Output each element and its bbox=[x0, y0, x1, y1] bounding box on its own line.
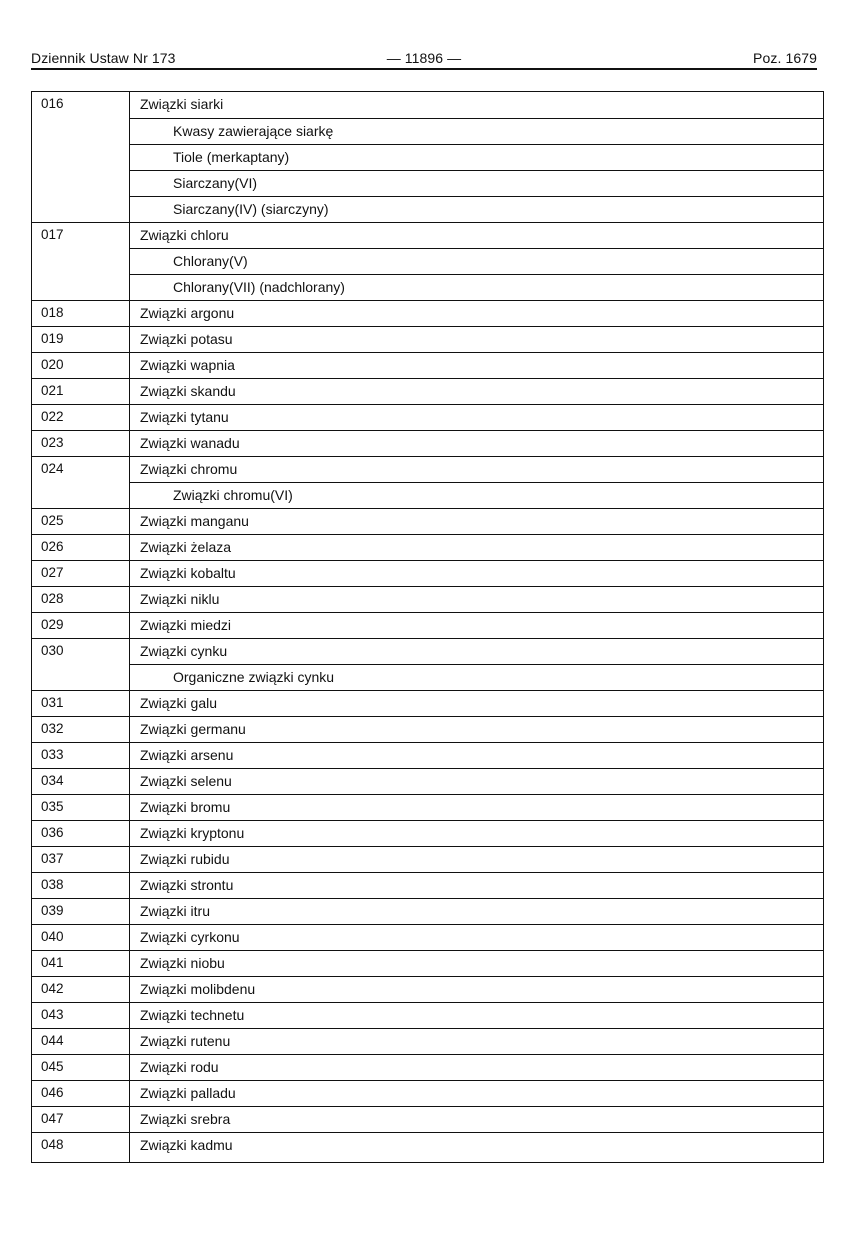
group-code: 039 bbox=[41, 903, 64, 918]
group-name: Związki rodu bbox=[140, 1059, 219, 1075]
group-code: 042 bbox=[41, 981, 64, 996]
group-code: 019 bbox=[41, 331, 64, 346]
table-row bbox=[32, 326, 823, 353]
group-code: 022 bbox=[41, 409, 64, 424]
group-code: 029 bbox=[41, 617, 64, 632]
position-number: Poz. 1679 bbox=[753, 50, 817, 66]
group-name: Związki srebra bbox=[140, 1111, 231, 1127]
group-code: 047 bbox=[41, 1111, 64, 1126]
table-row bbox=[32, 404, 823, 431]
table-row bbox=[32, 430, 823, 457]
compounds-table bbox=[31, 91, 824, 1163]
table-row bbox=[32, 794, 823, 821]
table-row bbox=[32, 1028, 823, 1055]
group-name: Związki arsenu bbox=[140, 747, 234, 763]
table-subrow bbox=[129, 274, 823, 301]
page-header bbox=[31, 50, 817, 70]
table-row bbox=[32, 1106, 823, 1133]
group-code: 035 bbox=[41, 799, 64, 814]
group-name: Związki kryptonu bbox=[140, 825, 245, 841]
group-code: 020 bbox=[41, 357, 64, 372]
group-name: Związki niklu bbox=[140, 591, 220, 607]
table-row bbox=[32, 768, 823, 795]
table-row bbox=[32, 456, 823, 483]
table-row bbox=[32, 1132, 823, 1159]
table-row bbox=[32, 612, 823, 639]
subgroup-name: Związki chromu(VI) bbox=[173, 487, 293, 503]
group-code: 040 bbox=[41, 929, 64, 944]
subgroup-name: Siarczany(IV) (siarczyny) bbox=[173, 201, 329, 217]
group-name: Związki rubidu bbox=[140, 851, 230, 867]
group-name: Związki żelaza bbox=[140, 539, 232, 555]
group-code: 025 bbox=[41, 513, 64, 528]
group-name: Związki technetu bbox=[140, 1007, 245, 1023]
group-code: 024 bbox=[41, 461, 64, 476]
group-code: 041 bbox=[41, 955, 64, 970]
group-name: Związki kobaltu bbox=[140, 565, 236, 581]
group-code: 017 bbox=[41, 227, 64, 242]
group-code: 048 bbox=[41, 1137, 64, 1152]
group-code: 031 bbox=[41, 695, 64, 710]
group-code: 021 bbox=[41, 383, 64, 398]
table-row bbox=[32, 716, 823, 743]
group-name: Związki kadmu bbox=[140, 1137, 233, 1153]
subgroup-name: Chlorany(V) bbox=[173, 253, 248, 269]
table-row bbox=[32, 222, 823, 249]
table-row bbox=[32, 898, 823, 925]
table-row bbox=[32, 872, 823, 899]
group-code: 037 bbox=[41, 851, 64, 866]
group-name: Związki niobu bbox=[140, 955, 225, 971]
group-name: Związki chromu bbox=[140, 461, 238, 477]
group-code: 038 bbox=[41, 877, 64, 892]
group-name: Związki bromu bbox=[140, 799, 231, 815]
group-name: Związki germanu bbox=[140, 721, 246, 737]
group-code: 030 bbox=[41, 643, 64, 658]
group-name: Związki potasu bbox=[140, 331, 233, 347]
table-row bbox=[32, 92, 823, 118]
subgroup-name: Tiole (merkaptany) bbox=[173, 149, 290, 165]
table-row bbox=[32, 1002, 823, 1029]
group-name: Związki manganu bbox=[140, 513, 249, 529]
group-name: Związki cynku bbox=[140, 643, 228, 659]
group-name: Związki miedzi bbox=[140, 617, 232, 633]
group-name: Związki wanadu bbox=[140, 435, 240, 451]
group-name: Związki tytanu bbox=[140, 409, 229, 425]
table-row bbox=[32, 586, 823, 613]
table-row bbox=[32, 742, 823, 769]
group-name: Związki siarki bbox=[140, 96, 224, 112]
group-code: 016 bbox=[41, 96, 64, 111]
subgroup-name: Siarczany(VI) bbox=[173, 175, 258, 191]
group-code: 026 bbox=[41, 539, 64, 554]
group-name: Związki argonu bbox=[140, 305, 235, 321]
table-row bbox=[32, 950, 823, 977]
group-name: Związki selenu bbox=[140, 773, 232, 789]
table-row bbox=[32, 352, 823, 379]
table-row bbox=[32, 690, 823, 717]
subgroup-name: Organiczne związki cynku bbox=[173, 669, 335, 685]
table-row bbox=[32, 378, 823, 405]
group-code: 036 bbox=[41, 825, 64, 840]
subgroup-name: Chlorany(VII) (nadchlorany) bbox=[173, 279, 345, 295]
group-code: 043 bbox=[41, 1007, 64, 1022]
table-row bbox=[32, 820, 823, 847]
group-code: 033 bbox=[41, 747, 64, 762]
table-row bbox=[32, 846, 823, 873]
group-name: Związki wapnia bbox=[140, 357, 235, 373]
group-name: Związki skandu bbox=[140, 383, 236, 399]
page-number: — 11896 — bbox=[386, 50, 462, 66]
group-name: Związki itru bbox=[140, 903, 211, 919]
group-code: 018 bbox=[41, 305, 64, 320]
group-name: Związki molibdenu bbox=[140, 981, 256, 997]
group-code: 044 bbox=[41, 1033, 64, 1048]
group-code: 046 bbox=[41, 1085, 64, 1100]
table-row bbox=[32, 560, 823, 587]
table-subrow bbox=[129, 144, 823, 171]
group-name: Związki galu bbox=[140, 695, 218, 711]
table-row bbox=[32, 1054, 823, 1081]
table-row bbox=[32, 638, 823, 665]
table-subrow bbox=[129, 482, 823, 509]
table-subrow bbox=[129, 170, 823, 197]
group-name: Związki cyrkonu bbox=[140, 929, 240, 945]
table-subrow bbox=[129, 118, 823, 145]
table-row bbox=[32, 976, 823, 1003]
group-name: Związki strontu bbox=[140, 877, 234, 893]
table-row bbox=[32, 924, 823, 951]
subgroup-name: Kwasy zawierające siarkę bbox=[173, 123, 334, 139]
group-code: 045 bbox=[41, 1059, 64, 1074]
group-code: 032 bbox=[41, 721, 64, 736]
table-row bbox=[32, 1080, 823, 1107]
group-name: Związki palladu bbox=[140, 1085, 236, 1101]
table-row bbox=[32, 300, 823, 327]
table-subrow bbox=[129, 664, 823, 691]
group-code: 023 bbox=[41, 435, 64, 450]
group-code: 028 bbox=[41, 591, 64, 606]
table-subrow bbox=[129, 196, 823, 223]
group-code: 027 bbox=[41, 565, 64, 580]
group-code: 034 bbox=[41, 773, 64, 788]
table-subrow bbox=[129, 248, 823, 275]
table-row bbox=[32, 534, 823, 561]
journal-title: Dziennik Ustaw Nr 173 bbox=[31, 50, 176, 66]
group-name: Związki chloru bbox=[140, 227, 229, 243]
table-row bbox=[32, 508, 823, 535]
group-name: Związki rutenu bbox=[140, 1033, 231, 1049]
